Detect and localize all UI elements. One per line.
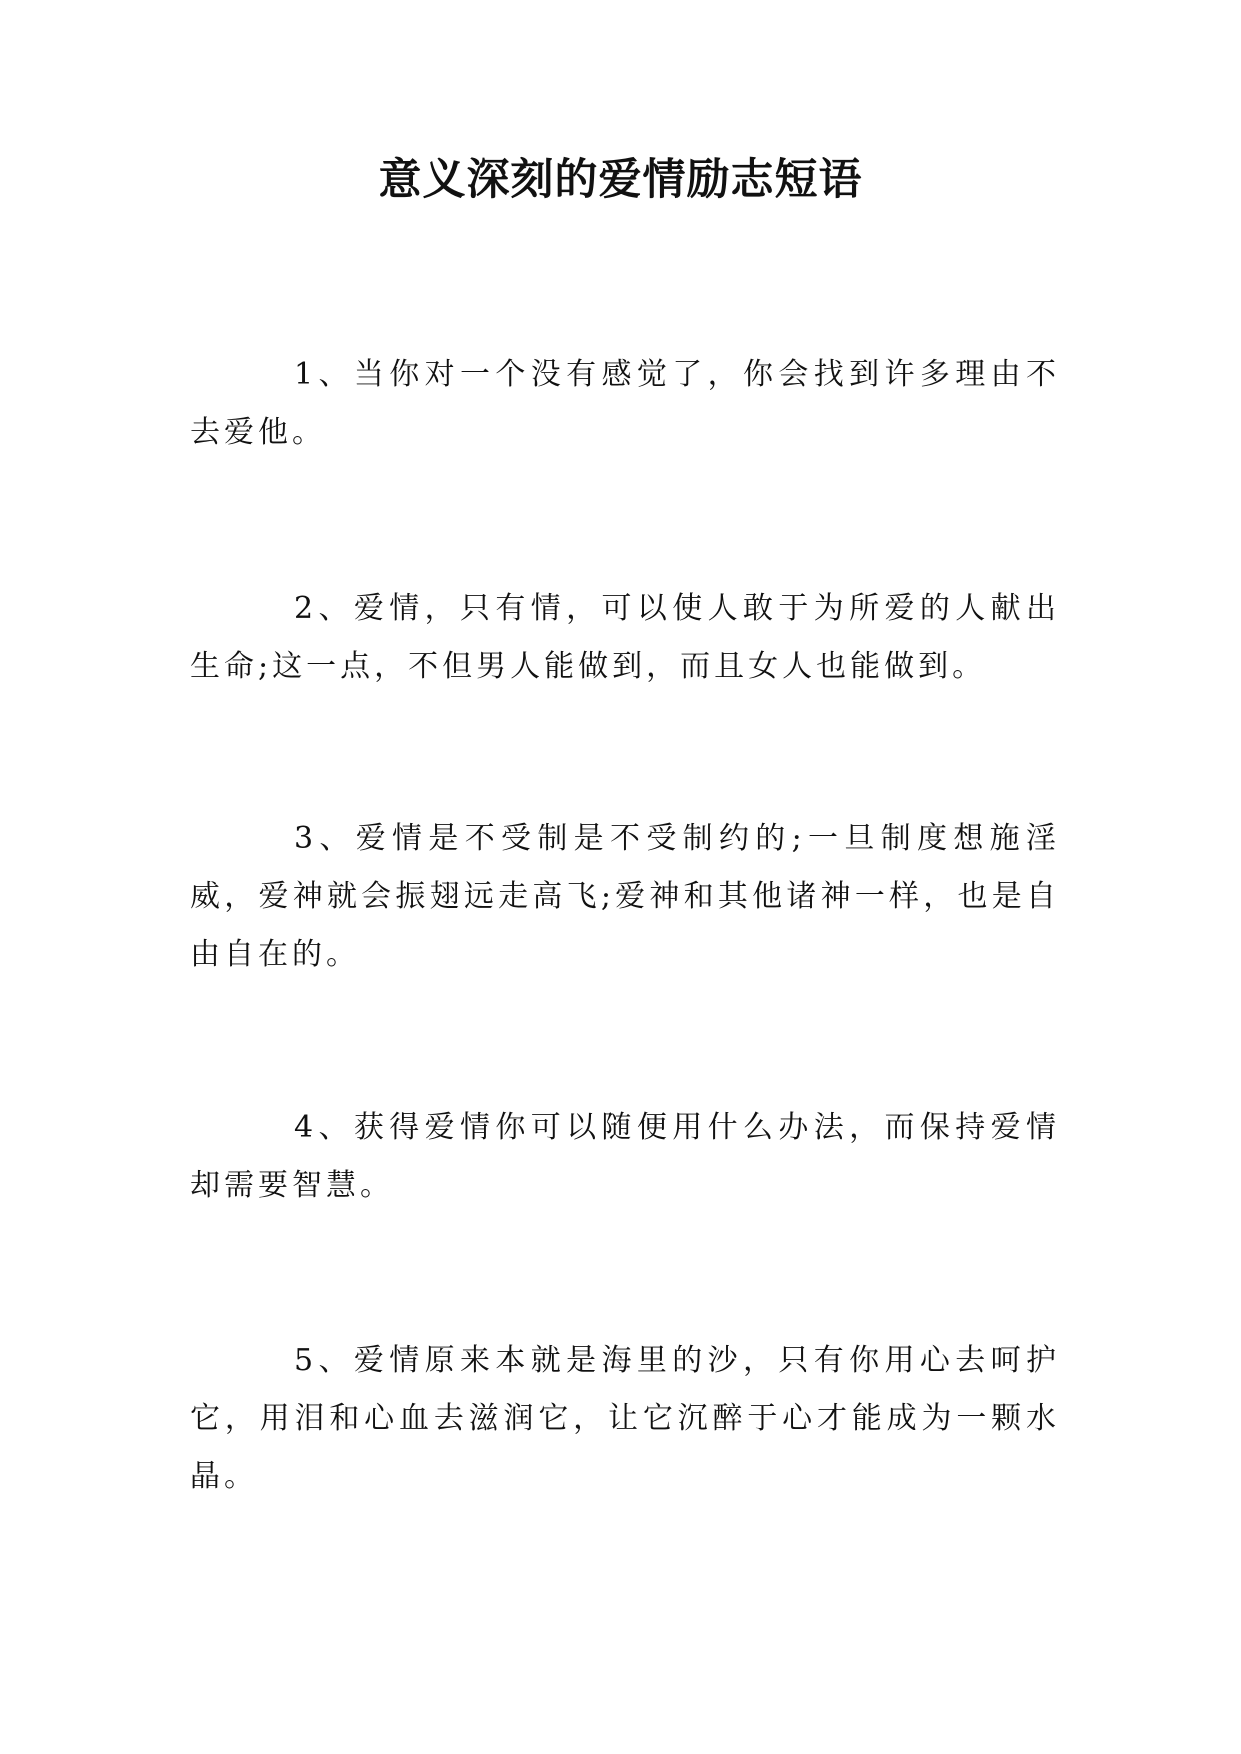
paragraph-2: 2、爱情，只有情，可以使人敢于为所爱的人献出生命;这一点，不但男人能做到，而且女人也能做到。 xyxy=(190,591,1060,684)
paragraph-4: 4、获得爱情你可以随便用什么办法，而保持爱情却需要智慧。 xyxy=(190,1110,1060,1203)
paragraph-1: 1、当你对一个没有感觉了，你会找到许多理由不去爱他。 xyxy=(190,357,1060,450)
paragraph-3: 3、爱情是不受制是不受制约的;一旦制度想施淫威，爱神就会振翅远走高飞;爱神和其他诸神一样，也是自由自在的。 xyxy=(190,821,1060,972)
document-title: 意义深刻的爱情励志短语 xyxy=(378,155,863,205)
paragraph-5: 5、爱情原来本就是海里的沙，只有你用心去呵护它，用泪和心血去滋润它，让它沉醉于心才能成为一颗水晶。 xyxy=(190,1343,1060,1494)
